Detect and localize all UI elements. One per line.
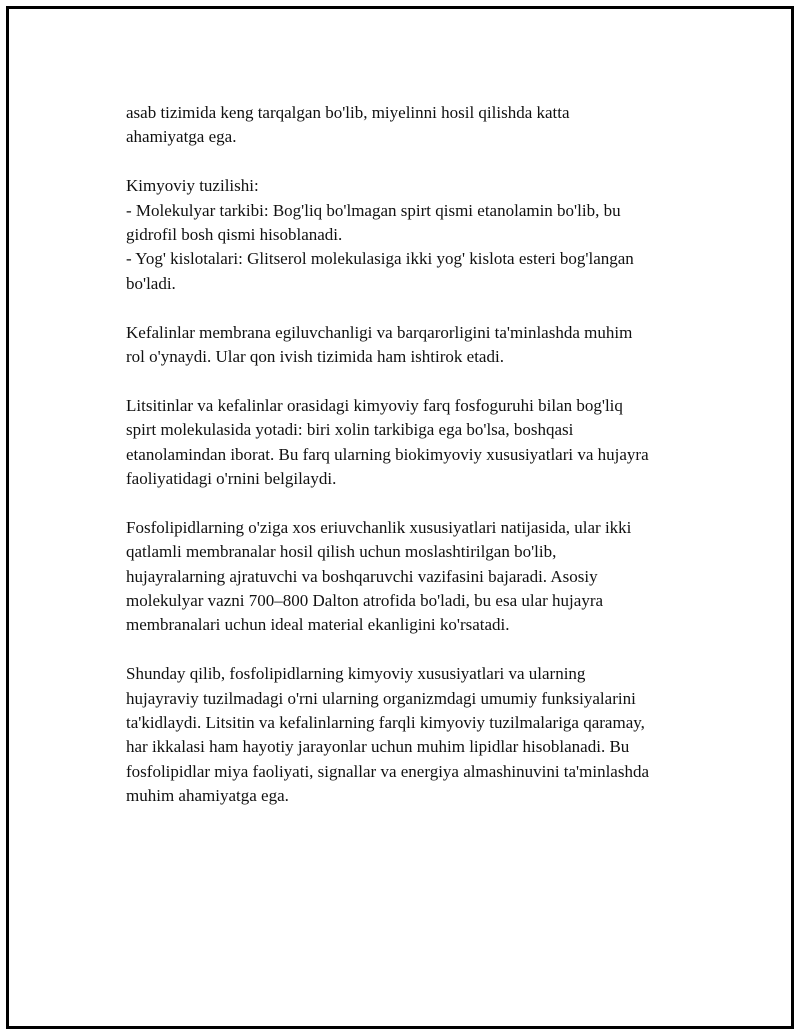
text-line: Shunday qilib, fosfolipidlarning kimyoviy xususiyatlari va ularning bbox=[126, 664, 586, 684]
text-line: hujayralarning ajratuvchi va boshqaruvchi vazifasini bajaradi. Asosiy bbox=[126, 566, 598, 586]
document-body bbox=[126, 101, 706, 833]
text-line: spirt molekulasida yotadi: biri xolin tarkibiga ega bo'lsa, boshqasi bbox=[126, 420, 574, 440]
text-line: ahamiyatga ega. bbox=[126, 127, 237, 147]
paragraph-lecithin-cephalin-difference bbox=[126, 394, 706, 492]
text-line: muhim ahamiyatga ega. bbox=[126, 786, 289, 806]
page-frame bbox=[6, 6, 794, 1029]
text-line: asab tizimida keng tarqalgan bo'lib, miyelinni hosil qilishda katta bbox=[126, 103, 570, 122]
text-line: Fosfolipidlarning o'ziga xos eriuvchanlik xususiyatlari natijasida, ular ikki bbox=[126, 517, 632, 537]
text-line: hujayraviy tuzilmadagi o'rni ularning organizmdagi umumiy funksiyalarini bbox=[126, 688, 636, 708]
paragraph-conclusion bbox=[126, 662, 706, 808]
text-line: har ikkalasi ham hayotiy jarayonlar uchun muhim lipidlar hisoblanadi. Bu bbox=[126, 737, 630, 757]
paragraph-myelin-importance bbox=[126, 101, 706, 150]
text-line: molekulyar vazni 700–800 Dalton atrofida bo'ladi, bu esa ular hujayra bbox=[126, 591, 604, 611]
text-line: etanolamindan iborat. Bu farq ularning biokimyoviy xususiyatlari va hujayra bbox=[126, 444, 649, 464]
paragraph-cephalins-role bbox=[126, 321, 706, 370]
text-line: qatlamli membranalar hosil qilish uchun moslashtirilgan bo'lib, bbox=[126, 542, 557, 562]
list-item: - Molekulyar tarkibi: Bog'liq bo'lmagan spirt qismi etanolamin bo'lib, bu bbox=[126, 200, 621, 220]
text-line: Litsitinlar va kefalinlar orasidagi kimyoviy farq fosfoguruhi bilan bog'liq bbox=[126, 395, 623, 415]
section-heading: Kimyoviy tuzilishi: bbox=[126, 176, 259, 196]
list-item: - Yog' kislotalari: Glitserol molekulasiga ikki yog' kislota esteri bog'langan bbox=[126, 249, 634, 269]
paragraph-chemical-structure bbox=[126, 174, 706, 296]
paragraph-solubility-properties bbox=[126, 516, 706, 638]
text-line: ta'kidlaydi. Litsitin va kefalinlarning farqli kimyoviy tuzilmalariga qaramay, bbox=[126, 713, 645, 733]
text-line: fosfolipidlar miya faoliyati, signallar va energiya almashinuvini ta'minlashda bbox=[126, 761, 649, 781]
text-line: rol o'ynaydi. Ular qon ivish tizimida ham ishtirok etadi. bbox=[126, 347, 504, 367]
text-line: Kefalinlar membrana egiluvchanligi va barqarorligini ta'minlashda muhim bbox=[126, 322, 633, 342]
text-line: membranalari uchun ideal material ekanligini ko'rsatadi. bbox=[126, 615, 510, 635]
text-line: faoliyatidagi o'rnini belgilaydi. bbox=[126, 469, 337, 489]
text-line: gidrofil bosh qismi hisoblanadi. bbox=[126, 225, 343, 245]
text-line: bo'ladi. bbox=[126, 273, 176, 293]
